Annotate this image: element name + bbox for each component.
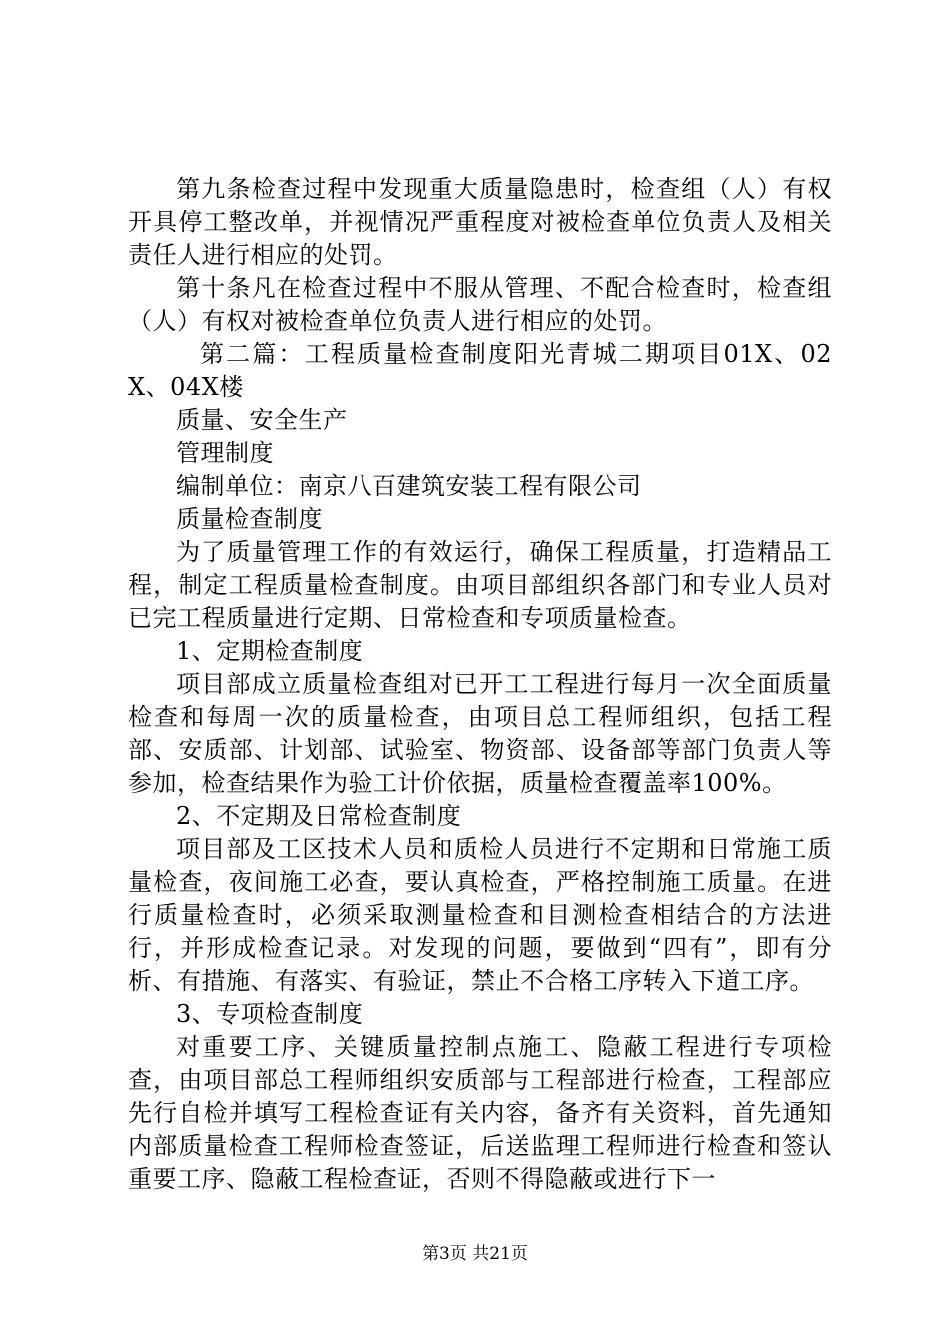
section-title-quality-inspection: 质量检查制度: [176, 505, 323, 533]
subtitle-management-system: 管理制度: [176, 439, 274, 467]
chapter-heading: 第二篇：工程质量检查制度阳光青城二期项目01X、02X、04X楼: [128, 340, 832, 401]
document-body: [128, 173, 832, 1196]
paragraph-intro: 为了质量管理工作的有效运行，确保工程质量，打造精品工程，制定工程质量检查制度。由项目部组织各部门和专业人员对已完工程质量进行定期、日常检查和专项质量检查。: [128, 538, 832, 632]
page-footer: 第3页 共21页: [422, 1244, 528, 1264]
subtitle-quality-safety: 质量、安全生产: [176, 406, 348, 434]
paragraph-article-9: 第九条检查过程中发现重大质量隐患时，检查组（人）有权开具停工整改单，并视情况严重程度对被检查单位负责人及相关责任人进行相应的处罚。: [128, 175, 832, 269]
paragraph-irregular-inspection: 项目部及工区技术人员和质检人员进行不定期和日常施工质量检查，夜间施工必查，要认真检查，严格控制施工质量。在进行质量检查时，必须采取测量检查和目测检查相结合的方法进行，并形成检查记录。对发现的问题，要做到“四有”，即有分析、有措施、有落实、有验证，禁止不合格工序转入下道工序。: [128, 835, 832, 995]
heading-periodic-inspection: 1、定期检查制度: [176, 637, 364, 665]
heading-special-inspection: 3、专项检查制度: [176, 1000, 364, 1028]
paragraph-periodic-inspection: 项目部成立质量检查组对已开工工程进行每月一次全面质量检查和每周一次的质量检查，由项目总工程师组织，包括工程部、安质部、计划部、试验室、物资部、设备部等部门负责人等参加，检查结果作为验工计价依据，质量检查覆盖率100%。: [128, 670, 832, 797]
compiling-unit: 编制单位：南京八百建筑安装工程有限公司: [176, 472, 642, 500]
paragraph-special-inspection: 对重要工序、关键质量控制点施工、隐蔽工程进行专项检查，由项目部总工程师组织安质部与工程部进行检查，工程部应先行自检并填写工程检查证有关内容，备齐有关资料，首先通知内部质量检查工程师检查签证，后送监理工程师进行检查和签认重要工序、隐蔽工程检查证，否则不得隐蔽或进行下一: [128, 1033, 832, 1193]
paragraph-article-10: 第十条凡在检查过程中不服从管理、不配合检查时，检查组（人）有权对被检查单位负责人进行相应的处罚。: [128, 274, 832, 335]
heading-irregular-inspection: 2、不定期及日常检查制度: [176, 802, 462, 830]
